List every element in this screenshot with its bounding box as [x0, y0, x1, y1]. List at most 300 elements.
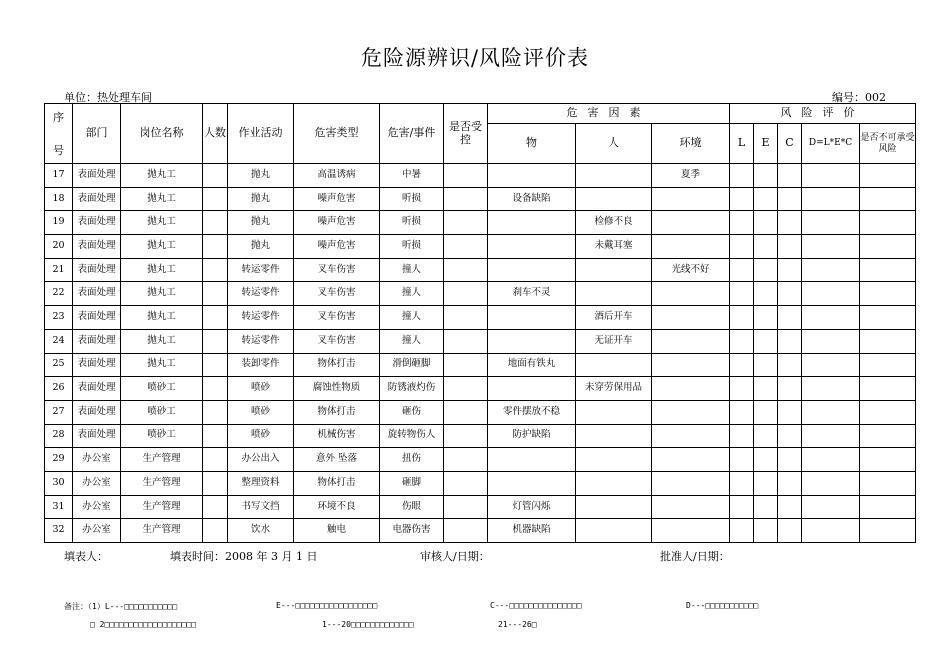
cell-activity: 抛丸 — [228, 164, 294, 188]
cell-type: 触电 — [294, 519, 380, 543]
reviewer-label: 审核人/日期： — [420, 550, 490, 563]
cell-ctrl — [444, 400, 488, 424]
header-risk-eval: 风险评价 — [730, 104, 916, 124]
cell-event: 旋转物伤人 — [380, 424, 444, 448]
table-row — [45, 377, 916, 401]
cell-acceptable — [860, 282, 916, 306]
header-factor-env: 环境 — [652, 124, 730, 164]
header-hazard-type: 危害类型 — [294, 104, 380, 164]
cell-activity: 整理资料 — [228, 471, 294, 495]
cell-activity: 喷砂 — [228, 377, 294, 401]
cell-E — [754, 471, 778, 495]
cell-acceptable — [860, 329, 916, 353]
cell-L — [730, 306, 754, 330]
cell-C — [778, 235, 802, 259]
header-controlled: 是否受控 — [444, 104, 488, 164]
table-row — [45, 519, 916, 543]
cell-activity: 饮水 — [228, 519, 294, 543]
cell-ctrl — [444, 448, 488, 472]
cell-acceptable — [860, 187, 916, 211]
cell-C — [778, 471, 802, 495]
cell-person — [576, 258, 652, 282]
cell-people — [203, 495, 228, 519]
cell-C — [778, 400, 802, 424]
cell-ctrl — [444, 282, 488, 306]
cell-D — [802, 377, 860, 401]
cell-people — [203, 471, 228, 495]
cell-people — [203, 282, 228, 306]
cell-people — [203, 519, 228, 543]
cell-C — [778, 448, 802, 472]
cell-people — [203, 400, 228, 424]
cell-type: 机械伤害 — [294, 424, 380, 448]
cell-L — [730, 471, 754, 495]
cell-dept: 办公室 — [73, 471, 121, 495]
cell-D — [802, 282, 860, 306]
cell-person — [576, 353, 652, 377]
cell-people — [203, 329, 228, 353]
cell-event: 撞人 — [380, 258, 444, 282]
cell-people — [203, 164, 228, 188]
cell-dept: 表面处理 — [73, 258, 121, 282]
cell-person — [576, 519, 652, 543]
cell-dept: 表面处理 — [73, 211, 121, 235]
cell-ctrl — [444, 424, 488, 448]
header-seq-bottom: 号 — [53, 143, 64, 157]
cell-L — [730, 211, 754, 235]
cell-ctrl — [444, 164, 488, 188]
cell-C — [778, 211, 802, 235]
table-row — [45, 282, 916, 306]
cell-activity: 转运零件 — [228, 258, 294, 282]
cell-E — [754, 235, 778, 259]
cell-env — [652, 306, 730, 330]
header-L: L — [730, 124, 754, 164]
cell-post: 喷砂工 — [121, 424, 203, 448]
cell-no: 22 — [45, 282, 73, 306]
table-row — [45, 164, 916, 188]
cell-post: 抛丸工 — [121, 353, 203, 377]
cell-object: 防护缺陷 — [488, 424, 576, 448]
cell-type: 高温诱病 — [294, 164, 380, 188]
table-row — [45, 306, 916, 330]
cell-D — [802, 164, 860, 188]
cell-ctrl — [444, 353, 488, 377]
cell-E — [754, 211, 778, 235]
cell-dept: 表面处理 — [73, 329, 121, 353]
cell-C — [778, 424, 802, 448]
table-row — [45, 211, 916, 235]
cell-D — [802, 400, 860, 424]
cell-event: 砸伤 — [380, 400, 444, 424]
cell-post: 抛丸工 — [121, 282, 203, 306]
cell-people — [203, 448, 228, 472]
cell-activity: 装卸零件 — [228, 353, 294, 377]
table-row — [45, 258, 916, 282]
cell-dept: 办公室 — [73, 448, 121, 472]
header-C: C — [778, 124, 802, 164]
cell-C — [778, 187, 802, 211]
cell-people — [203, 187, 228, 211]
cell-event: 砸脚 — [380, 471, 444, 495]
cell-person: 无证开车 — [576, 329, 652, 353]
cell-dept: 表面处理 — [73, 377, 121, 401]
cell-env — [652, 448, 730, 472]
cell-ctrl — [444, 495, 488, 519]
cell-dept: 表面处理 — [73, 282, 121, 306]
cell-type: 噪声危害 — [294, 187, 380, 211]
cell-ctrl — [444, 306, 488, 330]
table-row — [45, 187, 916, 211]
cell-acceptable — [860, 353, 916, 377]
cell-env — [652, 329, 730, 353]
header-seq — [45, 104, 73, 164]
table-row — [45, 235, 916, 259]
cell-people — [203, 235, 228, 259]
cell-acceptable — [860, 400, 916, 424]
cell-event: 扭伤 — [380, 448, 444, 472]
cell-activity: 书写文挡 — [228, 495, 294, 519]
cell-L — [730, 495, 754, 519]
cell-object: 地面有铁丸 — [488, 353, 576, 377]
cell-C — [778, 353, 802, 377]
cell-event: 防锈液灼伤 — [380, 377, 444, 401]
cell-acceptable — [860, 377, 916, 401]
cell-E — [754, 448, 778, 472]
cell-event: 电器伤害 — [380, 519, 444, 543]
cell-dept: 表面处理 — [73, 424, 121, 448]
cell-object: 设备缺陷 — [488, 187, 576, 211]
cell-L — [730, 377, 754, 401]
cell-activity: 办公出入 — [228, 448, 294, 472]
cell-object: 机器缺陷 — [488, 519, 576, 543]
page-title: 危险源辨识/风险评价表 — [360, 46, 590, 70]
cell-acceptable — [860, 164, 916, 188]
cell-object — [488, 164, 576, 188]
cell-D — [802, 187, 860, 211]
cell-no: 23 — [45, 306, 73, 330]
cell-event: 伤眼 — [380, 495, 444, 519]
cell-event: 撞人 — [380, 329, 444, 353]
cell-C — [778, 495, 802, 519]
cell-object — [488, 211, 576, 235]
cell-people — [203, 377, 228, 401]
cell-ctrl — [444, 258, 488, 282]
cell-env: 夏季 — [652, 164, 730, 188]
table-row — [45, 400, 916, 424]
cell-no: 32 — [45, 519, 73, 543]
risk-table — [44, 103, 916, 543]
cell-E — [754, 258, 778, 282]
cell-type: 噪声危害 — [294, 211, 380, 235]
cell-person — [576, 495, 652, 519]
cell-L — [730, 424, 754, 448]
cell-type: 腐蚀性物质 — [294, 377, 380, 401]
cell-type: 物体打击 — [294, 400, 380, 424]
cell-no: 29 — [45, 448, 73, 472]
cell-object — [488, 471, 576, 495]
cell-no: 25 — [45, 353, 73, 377]
header-people: 人数 — [203, 104, 228, 164]
cell-dept: 表面处理 — [73, 400, 121, 424]
cell-type: 叉车伤害 — [294, 329, 380, 353]
cell-person: 未穿劳保用品 — [576, 377, 652, 401]
cell-D — [802, 471, 860, 495]
cell-env — [652, 377, 730, 401]
cell-object: 刹车不灵 — [488, 282, 576, 306]
cell-post: 喷砂工 — [121, 377, 203, 401]
header-dept: 部门 — [73, 104, 121, 164]
header-D: D=L*E*C — [802, 124, 860, 164]
cell-env — [652, 235, 730, 259]
cell-acceptable — [860, 306, 916, 330]
cell-E — [754, 377, 778, 401]
cell-no: 21 — [45, 258, 73, 282]
fill-time: 填表时间：2008 年 3 月 1 日 — [170, 550, 318, 563]
cell-people — [203, 258, 228, 282]
cell-person — [576, 424, 652, 448]
cell-type: 环境不良 — [294, 495, 380, 519]
cell-activity: 转运零件 — [228, 329, 294, 353]
cell-ctrl — [444, 235, 488, 259]
cell-E — [754, 164, 778, 188]
cell-person: 未戴耳塞 — [576, 235, 652, 259]
cell-people — [203, 211, 228, 235]
cell-dept: 表面处理 — [73, 353, 121, 377]
cell-D — [802, 424, 860, 448]
cell-C — [778, 519, 802, 543]
cell-object — [488, 235, 576, 259]
cell-type: 意外 坠落 — [294, 448, 380, 472]
cell-L — [730, 258, 754, 282]
cell-activity: 抛丸 — [228, 235, 294, 259]
cell-object — [488, 258, 576, 282]
cell-ctrl — [444, 211, 488, 235]
cell-object — [488, 448, 576, 472]
cell-person — [576, 164, 652, 188]
cell-post: 生产管理 — [121, 519, 203, 543]
cell-dept: 办公室 — [73, 519, 121, 543]
table-row — [45, 329, 916, 353]
cell-E — [754, 424, 778, 448]
cell-no: 17 — [45, 164, 73, 188]
cell-E — [754, 519, 778, 543]
cell-object — [488, 306, 576, 330]
cell-activity: 抛丸 — [228, 211, 294, 235]
note-range-2: 21---26□ — [498, 620, 537, 629]
cell-D — [802, 329, 860, 353]
cell-L — [730, 164, 754, 188]
cell-dept: 表面处理 — [73, 306, 121, 330]
cell-post: 生产管理 — [121, 495, 203, 519]
cell-C — [778, 329, 802, 353]
cell-env — [652, 424, 730, 448]
cell-D — [802, 495, 860, 519]
cell-post: 抛丸工 — [121, 258, 203, 282]
cell-ctrl — [444, 329, 488, 353]
cell-no: 18 — [45, 187, 73, 211]
cell-post: 喷砂工 — [121, 400, 203, 424]
cell-ctrl — [444, 519, 488, 543]
cell-D — [802, 258, 860, 282]
header-acceptable: 是否不可承受风险 — [860, 124, 916, 164]
cell-D — [802, 519, 860, 543]
cell-D — [802, 211, 860, 235]
cell-L — [730, 448, 754, 472]
cell-no: 28 — [45, 424, 73, 448]
cell-C — [778, 164, 802, 188]
cell-event: 听损 — [380, 211, 444, 235]
cell-dept: 表面处理 — [73, 235, 121, 259]
cell-no: 24 — [45, 329, 73, 353]
cell-person — [576, 282, 652, 306]
cell-env — [652, 471, 730, 495]
cell-dept: 表面处理 — [73, 164, 121, 188]
note-C: C---□□□□□□□□□□□□□□□ — [490, 601, 582, 610]
cell-post: 抛丸工 — [121, 187, 203, 211]
cell-acceptable — [860, 519, 916, 543]
cell-post: 抛丸工 — [121, 164, 203, 188]
cell-C — [778, 306, 802, 330]
cell-post: 抛丸工 — [121, 235, 203, 259]
cell-acceptable — [860, 471, 916, 495]
cell-activity: 喷砂 — [228, 400, 294, 424]
note-L: 备注：（1）L---□□□□□□□□□□□ — [64, 602, 178, 611]
cell-env — [652, 495, 730, 519]
cell-L — [730, 519, 754, 543]
cell-post: 生产管理 — [121, 471, 203, 495]
cell-acceptable — [860, 235, 916, 259]
cell-person — [576, 448, 652, 472]
cell-no: 31 — [45, 495, 73, 519]
cell-L — [730, 282, 754, 306]
cell-env — [652, 282, 730, 306]
cell-acceptable — [860, 495, 916, 519]
cell-env — [652, 187, 730, 211]
cell-no: 27 — [45, 400, 73, 424]
cell-type: 物体打击 — [294, 353, 380, 377]
cell-ctrl — [444, 377, 488, 401]
cell-E — [754, 329, 778, 353]
cell-event: 听损 — [380, 235, 444, 259]
header-E: E — [754, 124, 778, 164]
cell-people — [203, 306, 228, 330]
cell-ctrl — [444, 187, 488, 211]
cell-L — [730, 400, 754, 424]
cell-event: 滑倒砸脚 — [380, 353, 444, 377]
approver-label: 批准人/日期： — [660, 550, 730, 563]
cell-E — [754, 187, 778, 211]
cell-C — [778, 258, 802, 282]
cell-D — [802, 306, 860, 330]
cell-env — [652, 519, 730, 543]
cell-post: 抛丸工 — [121, 211, 203, 235]
cell-person — [576, 187, 652, 211]
cell-E — [754, 400, 778, 424]
cell-no: 26 — [45, 377, 73, 401]
cell-acceptable — [860, 258, 916, 282]
cell-env — [652, 211, 730, 235]
header-factor-person: 人 — [576, 124, 652, 164]
cell-L — [730, 353, 754, 377]
header-activity: 作业活动 — [228, 104, 294, 164]
header-post: 岗位名称 — [121, 104, 203, 164]
cell-event: 中暑 — [380, 164, 444, 188]
cell-post: 抛丸工 — [121, 329, 203, 353]
cell-E — [754, 353, 778, 377]
cell-ctrl — [444, 471, 488, 495]
table-row — [45, 495, 916, 519]
cell-event: 撞人 — [380, 282, 444, 306]
cell-type: 叉车伤害 — [294, 282, 380, 306]
cell-type: 物体打击 — [294, 471, 380, 495]
cell-activity: 喷砂 — [228, 424, 294, 448]
cell-E — [754, 306, 778, 330]
cell-event: 听损 — [380, 187, 444, 211]
unit-label: 单位：热处理车间 — [64, 91, 152, 104]
cell-acceptable — [860, 424, 916, 448]
cell-type: 叉车伤害 — [294, 306, 380, 330]
header-hazard-factors: 危害因素 — [488, 104, 730, 124]
cell-object: 零件摆放不稳 — [488, 400, 576, 424]
cell-activity: 转运零件 — [228, 282, 294, 306]
cell-dept: 表面处理 — [73, 187, 121, 211]
note-2: □ 2□□□□□□□□□□□□□□□□□□□ — [90, 620, 196, 629]
cell-object — [488, 329, 576, 353]
cell-person — [576, 471, 652, 495]
cell-env — [652, 353, 730, 377]
cell-D — [802, 448, 860, 472]
cell-L — [730, 187, 754, 211]
cell-people — [203, 353, 228, 377]
cell-post: 生产管理 — [121, 448, 203, 472]
cell-L — [730, 329, 754, 353]
table-row — [45, 448, 916, 472]
cell-person: 检修不良 — [576, 211, 652, 235]
cell-env: 光线不好 — [652, 258, 730, 282]
cell-D — [802, 235, 860, 259]
cell-E — [754, 495, 778, 519]
cell-activity: 抛丸 — [228, 187, 294, 211]
cell-L — [730, 235, 754, 259]
doc-number: 编号：002 — [832, 91, 886, 104]
cell-object — [488, 377, 576, 401]
header-hazard-event: 危害/事件 — [380, 104, 444, 164]
cell-activity: 转运零件 — [228, 306, 294, 330]
cell-E — [754, 282, 778, 306]
note-range-1: 1---20□□□□□□□□□□□□□ — [322, 620, 414, 629]
cell-C — [778, 377, 802, 401]
table-row — [45, 471, 916, 495]
cell-object: 灯管闪烁 — [488, 495, 576, 519]
note-D: D---□□□□□□□□□□□ — [686, 601, 759, 610]
cell-person: 酒后开车 — [576, 306, 652, 330]
cell-no: 30 — [45, 471, 73, 495]
cell-no: 20 — [45, 235, 73, 259]
cell-acceptable — [860, 211, 916, 235]
cell-people — [203, 424, 228, 448]
cell-C — [778, 282, 802, 306]
filler-label: 填表人： — [64, 550, 108, 563]
cell-env — [652, 400, 730, 424]
cell-post: 抛丸工 — [121, 306, 203, 330]
table-row — [45, 353, 916, 377]
cell-acceptable — [860, 448, 916, 472]
cell-type: 噪声危害 — [294, 235, 380, 259]
cell-no: 19 — [45, 211, 73, 235]
cell-person — [576, 400, 652, 424]
cell-D — [802, 353, 860, 377]
